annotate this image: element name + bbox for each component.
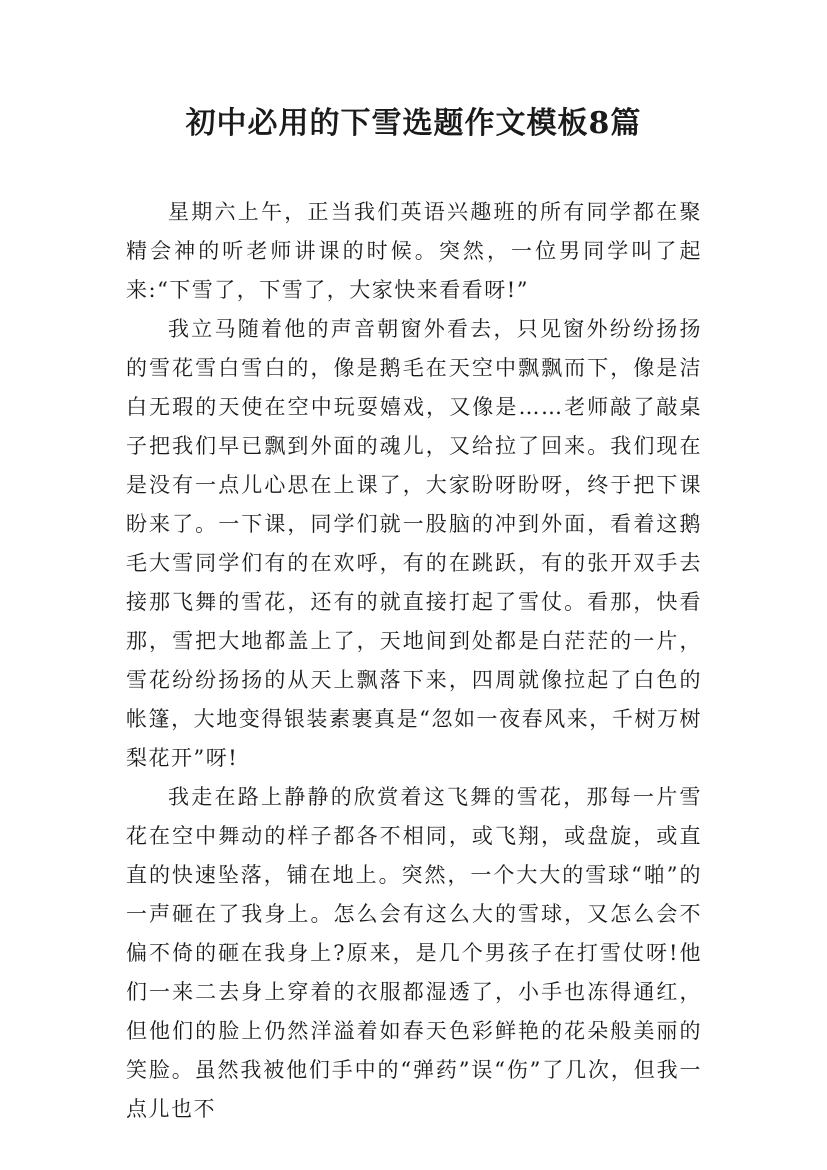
document-body [126, 193, 702, 1129]
paragraph-3: 我走在路上静静的欣赏着这飞舞的雪花，那每一片雪花在空中舞动的样子都各不相同，或飞翔，或盘旋，或直直的快速坠落，铺在地上。突然，一个大大的雪球“啪”的一声砸在了我身上。怎么会有这么大的雪球，又怎么会不偏不倚的砸在我身上?原来，是几个男孩子在打雪仗呀!他们一来二去身上穿着的衣服都湿透了，小手也冻得通红，但他们的脸上仍然洋溢着如春天色彩鲜艳的花朵般美丽的笑脸。虽然我被他们手中的“弹药”误“伤”了几次，但我一点儿也不 [126, 785, 702, 1121]
paragraph-2: 我立马随着他的声音朝窗外看去，只见窗外纷纷扬扬的雪花雪白雪白的，像是鹅毛在天空中飘飘而下，像是洁白无瑕的天使在空中玩耍嬉戏，又像是……老师敲了敲桌子把我们早已飘到外面的魂儿，又给拉了回来。我们现在是没有一点儿心思在上课了，大家盼呀盼呀，终于把下课盼来了。一下课，同学们就一股脑的冲到外面，看着这鹅毛大雪同学们有的在欢呼，有的在跳跃，有的张开双手去接那飞舞的雪花，还有的就直接打起了雪仗。看那，快看那，雪把大地都盖上了，天地间到处都是白茫茫的一片，雪花纷纷扬扬的从天上飘落下来，四周就像拉起了白色的帐篷，大地变得银装素裹真是“忽如一夜春风来，千树万树梨花开”呀! [126, 317, 702, 770]
document-title: 初中必用的下雪选题作文模板8篇 [185, 106, 642, 141]
paragraph-1: 星期六上午，正当我们英语兴趣班的所有同学都在聚精会神的听老师讲课的时候。突然，一位男同学叫了起来:“下雪了，下雪了，大家快来看看呀!” [126, 200, 702, 302]
